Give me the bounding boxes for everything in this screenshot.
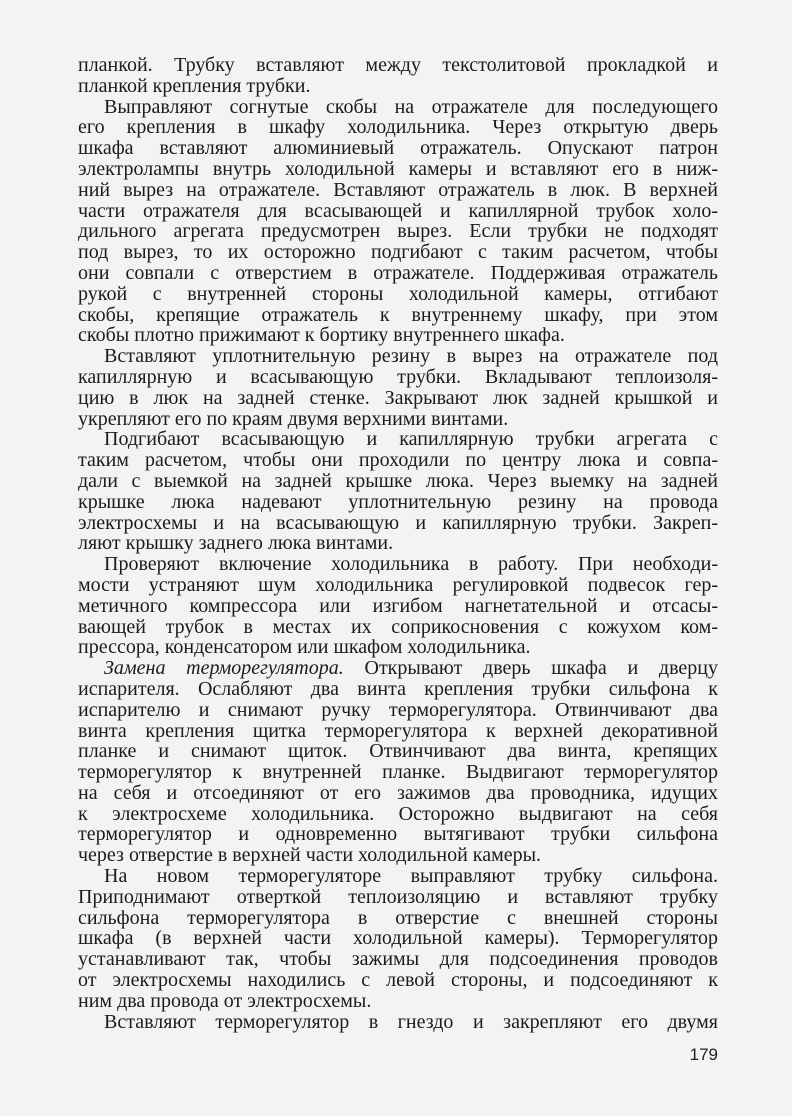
text-line: рукой с внутренней стороны холодильной камеры, отгибают bbox=[78, 282, 718, 305]
text-line: винта крепления щитка терморегулятора к верхней декоративной bbox=[78, 719, 718, 742]
text-line: ним два провода от электросхемы. bbox=[78, 989, 372, 1012]
text-line bbox=[78, 658, 718, 679]
paragraph-continued bbox=[78, 55, 718, 97]
text-line: к электросхеме холодильника. Осторожно выдвигают на себя bbox=[78, 802, 718, 825]
paragraph bbox=[78, 429, 718, 554]
text-line: Приподнимают отверткой теплоизоляцию и вставляют трубку bbox=[78, 885, 718, 908]
text-line: капиллярную и всасывающую трубки. Вкладывают теплоизоля- bbox=[78, 365, 718, 388]
text-line: крышке люка надевают уплотнительную резину на провода bbox=[78, 490, 718, 513]
text-line: прессора, конденсатором или шкафом холодильника. bbox=[78, 636, 531, 659]
page-number: 179 bbox=[689, 1045, 718, 1064]
text-line: от электросхемы находились с левой стороны, и подсоединяют к bbox=[78, 969, 718, 992]
text-line: Проверяют включение холодильника в работу. При необходи- bbox=[104, 553, 718, 576]
text-line: через отверстие в верхней части холодильной камеры. bbox=[78, 844, 542, 867]
paragraph bbox=[78, 866, 718, 1012]
paragraph bbox=[78, 346, 718, 429]
text-line: электролампы внутрь холодильной камеры и вставляют его в ниж- bbox=[78, 157, 718, 180]
run-in-heading: Замена терморегулятора. bbox=[104, 657, 344, 680]
text-line: дильного агрегата предусмотрен вырез. Если трубки не подходят bbox=[78, 220, 718, 243]
text-line: таким расчетом, чтобы они проходили по центру люка и совпа- bbox=[78, 449, 718, 472]
text-line: цию в люк на задней стенке. Закрывают люк задней крышкой и bbox=[78, 386, 718, 409]
text-line: испарителя. Ослабляют два винта крепления трубки сильфона к bbox=[78, 677, 718, 700]
text-line: мости устраняют шум холодильника регулировкой подвесок гер- bbox=[78, 573, 718, 596]
text-line: планкой крепления трубки. bbox=[78, 74, 311, 97]
text-line: они совпали с отверстием в отражателе. Поддерживая отражатель bbox=[78, 261, 718, 284]
text-line: планкой. Трубку вставляют между текстолитовой прокладкой и bbox=[78, 54, 718, 76]
text-line: устанавливают так, чтобы зажимы для подсоединения проводов bbox=[78, 948, 718, 971]
text-line: Вставляют терморегулятор в гнездо и закрепляют его двумя bbox=[104, 1010, 718, 1033]
text-line: части отражателя для всасывающей и капиллярной трубок холо- bbox=[78, 199, 718, 222]
text-line: испарителю и снимают ручку терморегулятора. Отвинчивают два bbox=[78, 698, 718, 721]
text-line: планке и снимают щиток. Отвинчивают два винта, крепящих bbox=[78, 740, 718, 763]
text-line: укрепляют его по краям двумя верхними винтами. bbox=[78, 407, 509, 430]
text-line-rest: Открывают дверь шкафа и дверцу bbox=[364, 657, 719, 680]
text-line: его крепления в шкафу холодильника. Через открытую дверь bbox=[78, 116, 718, 139]
paragraph bbox=[78, 97, 718, 347]
text-line: Подгибают всасывающую и капиллярную трубки агрегата с bbox=[104, 428, 718, 451]
text-line: Вставляют уплотнительную резину в вырез на отражателе под bbox=[104, 345, 718, 368]
text-line: на себя и отсоединяют от его зажимов два проводника, идущих bbox=[78, 781, 718, 804]
text-line: скобы плотно прижимают к бортику внутреннего шкафа. bbox=[78, 324, 565, 347]
text-line: скобы, крепящие отражатель к внутреннему шкафу, при этом bbox=[78, 303, 718, 326]
text-line: шкафа вставляют алюминиевый отражатель. Опускают патрон bbox=[78, 137, 718, 160]
text-line: вающей трубок в местах их соприкосновения с кожухом ком- bbox=[78, 615, 718, 638]
text-line: метичного компрессора или изгибом нагнетательной и отсасы- bbox=[78, 594, 718, 617]
text-line: электросхемы и на всасывающую и капиллярную трубки. Закреп- bbox=[78, 511, 718, 534]
text-line: ний вырез на отражателе. Вставляют отражатель в люк. В верхней bbox=[78, 178, 718, 201]
paragraph-thermostat-replacement bbox=[78, 658, 718, 866]
text-line: шкафа (в верхней части холодильной камеры). Терморегулятор bbox=[78, 927, 718, 950]
text-line: терморегулятор и одновременно вытягивают трубки сильфона bbox=[78, 823, 718, 846]
text-line: Выправляют согнутые скобы на отражателе для последующего bbox=[104, 95, 718, 118]
text-line: терморегулятор к внутренней планке. Выдвигают терморегулятор bbox=[78, 761, 718, 784]
text-line: сильфона терморегулятора в отверстие с внешней стороны bbox=[78, 906, 718, 929]
text-line: под вырез, то их осторожно подгибают с таким расчетом, чтобы bbox=[78, 241, 718, 264]
text-line: дали с выемкой на задней крышке люка. Через выемку на задней bbox=[78, 469, 718, 492]
text-line: ляют крышку заднего люка винтами. bbox=[78, 532, 394, 555]
paragraph-continues-next-page bbox=[78, 1012, 718, 1033]
page-body-text bbox=[78, 55, 718, 1032]
text-line: На новом терморегуляторе выправляют трубку сильфона. bbox=[104, 865, 718, 888]
paragraph bbox=[78, 554, 718, 658]
